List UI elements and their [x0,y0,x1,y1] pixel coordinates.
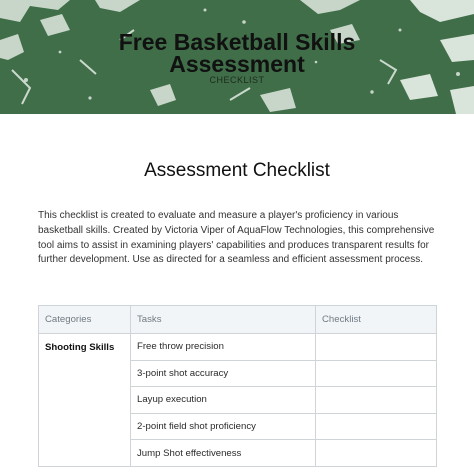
checklist-cell[interactable] [316,413,437,440]
banner-title-line1: Free Basketball Skills [118,29,356,55]
checklist-cell[interactable] [316,387,437,414]
table-header-row [39,306,437,334]
task-cell: Jump Shot effectiveness [131,440,316,467]
task-cell: Free throw precision [131,334,316,361]
header-categories: Categories [39,306,131,334]
header-tasks: Tasks [131,306,316,334]
header-banner [0,0,474,114]
banner-subtitle: CHECKLIST [209,75,265,85]
intro-paragraph: This checklist is created to evaluate and measure a player's proficiency in various basketball skills. Created by Victoria Viper of AquaFlow Technologies, this comprehensive tool aims to assist in examining players' capabilities and produces transparent results for further development. Use as directed for a seamless and efficient assessment process. [38,210,435,266]
banner-title-line2: Assessment [169,51,305,77]
task-cell: 3-point shot accuracy [131,360,316,387]
task-cell: Layup execution [131,387,316,414]
document-title: Assessment Checklist [144,160,330,181]
table-row [39,334,437,361]
checklist-table [38,305,437,467]
header-checklist: Checklist [316,306,437,334]
checklist-cell[interactable] [316,334,437,361]
task-cell: 2-point field shot proficiency [131,413,316,440]
checklist-cell[interactable] [316,360,437,387]
checklist-cell[interactable] [316,440,437,467]
category-cell: Shooting Skills [39,334,131,467]
